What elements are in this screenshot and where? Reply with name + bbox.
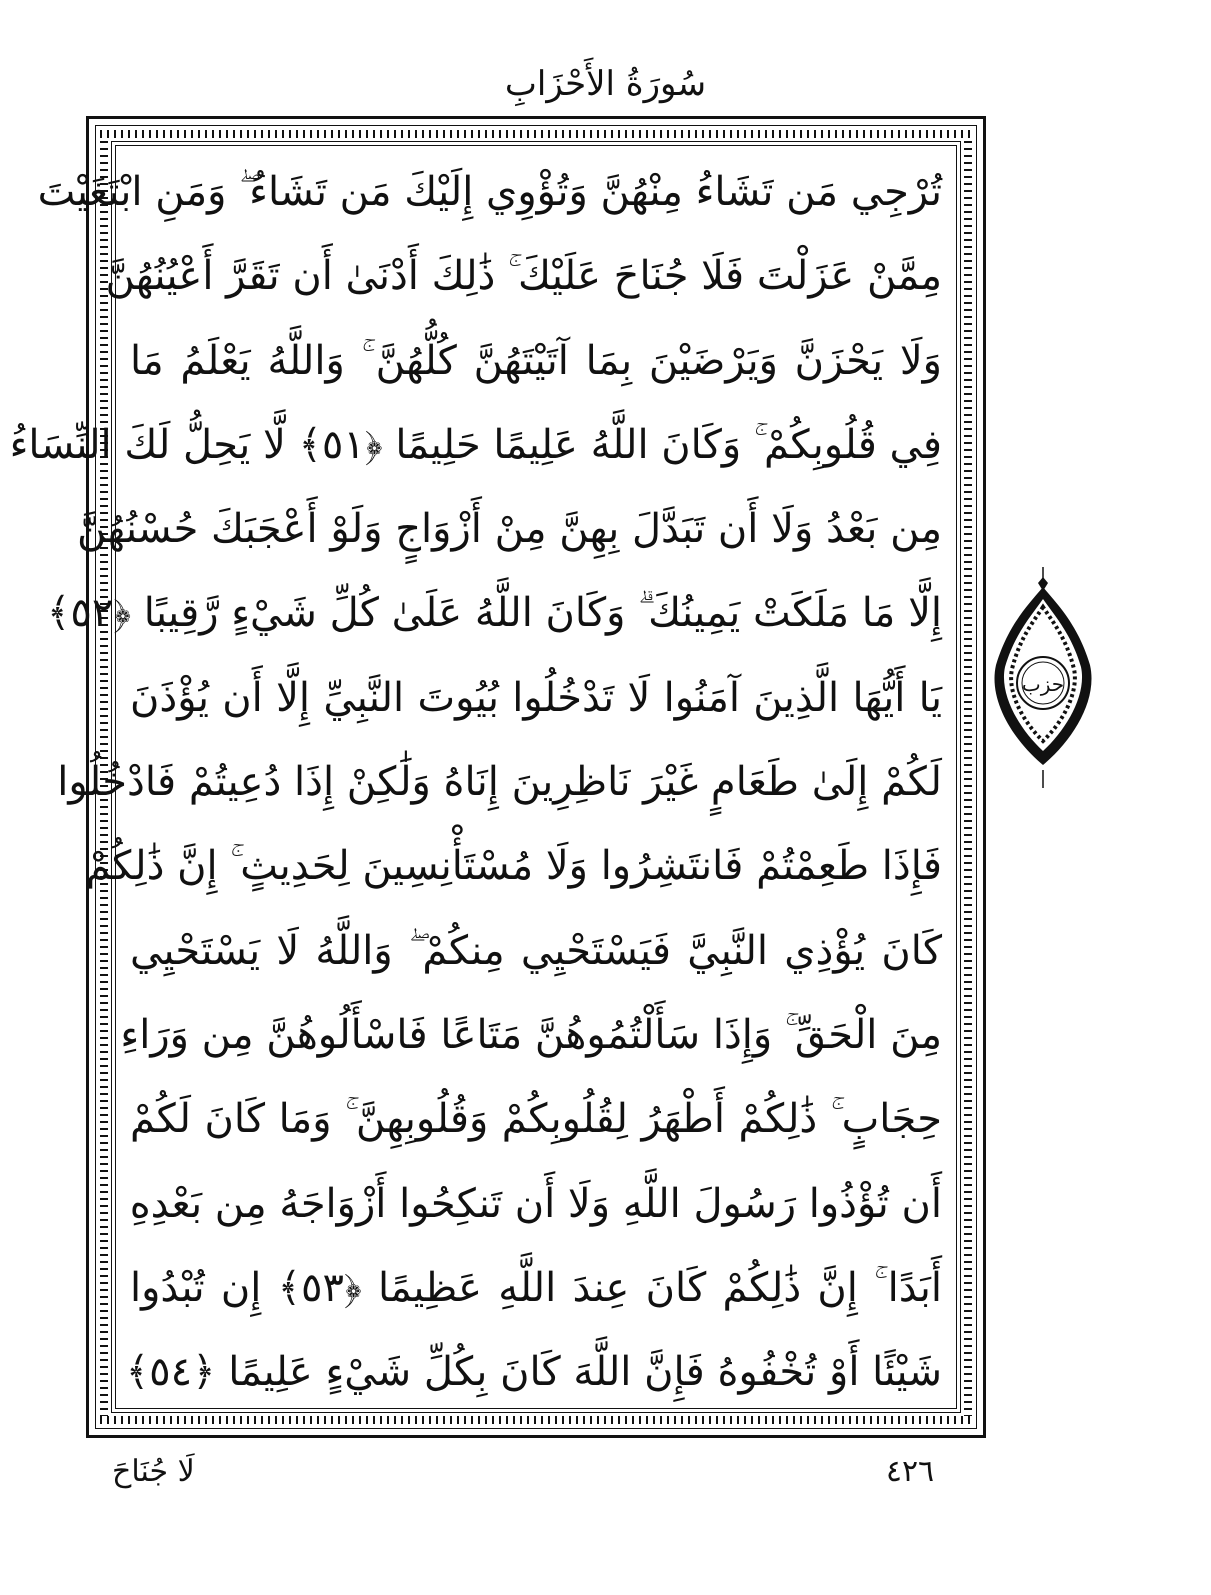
text-line: مِنَ الْحَقِّ ۚ وَإِذَا سَأَلْتُمُوهُنَّ مَتَاعًا فَاسْأَلُوهُنَّ مِن وَرَاءِ [120, 1011, 942, 1058]
medallion-label: حزب [1021, 672, 1065, 696]
text-line: شَيْئًا أَوْ تُخْفُوهُ فَإِنَّ اللَّهَ كَانَ بِكُلِّ شَيْءٍ عَلِيمًا ﴿٥٤﴾ [125, 1349, 942, 1396]
text-line: أَبَدًا ۚ إِنَّ ذَٰلِكُمْ كَانَ عِندَ اللَّهِ عَظِيمًا ﴿٥٣﴾ إِن تُبْدُوا [130, 1264, 943, 1311]
text-line: حِجَابٍ ۚ ذَٰلِكُمْ أَطْهَرُ لِقُلُوبِكُمْ وَقُلُوبِهِنَّ ۚ وَمَا كَانَ لَكُمْ [130, 1096, 942, 1143]
quran-text [9, 150, 943, 1415]
text-line: كَانَ يُؤْذِي النَّبِيَّ فَيَسْتَحْيِي مِنكُمْ ۖ وَاللَّهُ لَا يَسْتَحْيِي [130, 927, 942, 974]
text-line: يَا أَيُّهَا الَّذِينَ آمَنُوا لَا تَدْخُلُوا بُيُوتَ النَّبِيِّ إِلَّا أَن يُؤْذَنَ [130, 674, 942, 721]
text-line: تُرْجِي مَن تَشَاءُ مِنْهُنَّ وَتُؤْوِي إِلَيْكَ مَن تَشَاءُ ۖ وَمَنِ ابْتَغَيْتَ [37, 169, 942, 215]
catchword: لَا جُنَاحَ [112, 1454, 195, 1489]
text-line: فَإِذَا طَعِمْتُمْ فَانتَشِرُوا وَلَا مُسْتَأْنِسِينَ لِحَدِيثٍ ۚ إِنَّ ذَٰلِكُمْ [85, 843, 942, 890]
text-line: فِي قُلُوبِكُمْ ۚ وَكَانَ اللَّهُ عَلِيمًا حَلِيمًا ﴿٥١﴾ لَّا يَحِلُّ لَكَ النِّسَاءُ [9, 421, 942, 468]
text-line: وَلَا يَحْزَنَّ وَيَرْضَيْنَ بِمَا آتَيْتَهُنَّ كُلُّهُنَّ ۚ وَاللَّهُ يَعْلَمُ مَا [130, 337, 942, 384]
page-number: ٤٢٦ [885, 1454, 935, 1489]
text-line: أَن تُؤْذُوا رَسُولَ اللَّهِ وَلَا أَن تَنكِحُوا أَزْوَاجَهُ مِن بَعْدِهِ [129, 1180, 942, 1227]
text-line: لَكُمْ إِلَىٰ طَعَامٍ غَيْرَ نَاظِرِينَ إِنَاهُ وَلَٰكِنْ إِذَا دُعِيتُمْ فَادْخُلُوا [57, 759, 942, 806]
text-line: مِن بَعْدُ وَلَا أَن تَبَدَّلَ بِهِنَّ مِنْ أَزْوَاجٍ وَلَوْ أَعْجَبَكَ حُسْنُهُنَّ [76, 506, 942, 553]
surah-title: سُورَةُ الأَحْزَابِ [504, 64, 707, 104]
hizb-medallion-icon [988, 565, 1098, 790]
text-line: مِمَّنْ عَزَلْتَ فَلَا جُنَاحَ عَلَيْكَ ۚ ذَٰلِكَ أَدْنَىٰ أَن تَقَرَّ أَعْيُنُهُنَّ [105, 253, 942, 300]
text-line: إِلَّا مَا مَلَكَتْ يَمِينُكَ ۗ وَكَانَ اللَّهُ عَلَىٰ كُلِّ شَيْءٍ رَّقِيبًا ﴿٥٢﴾ [46, 590, 942, 637]
